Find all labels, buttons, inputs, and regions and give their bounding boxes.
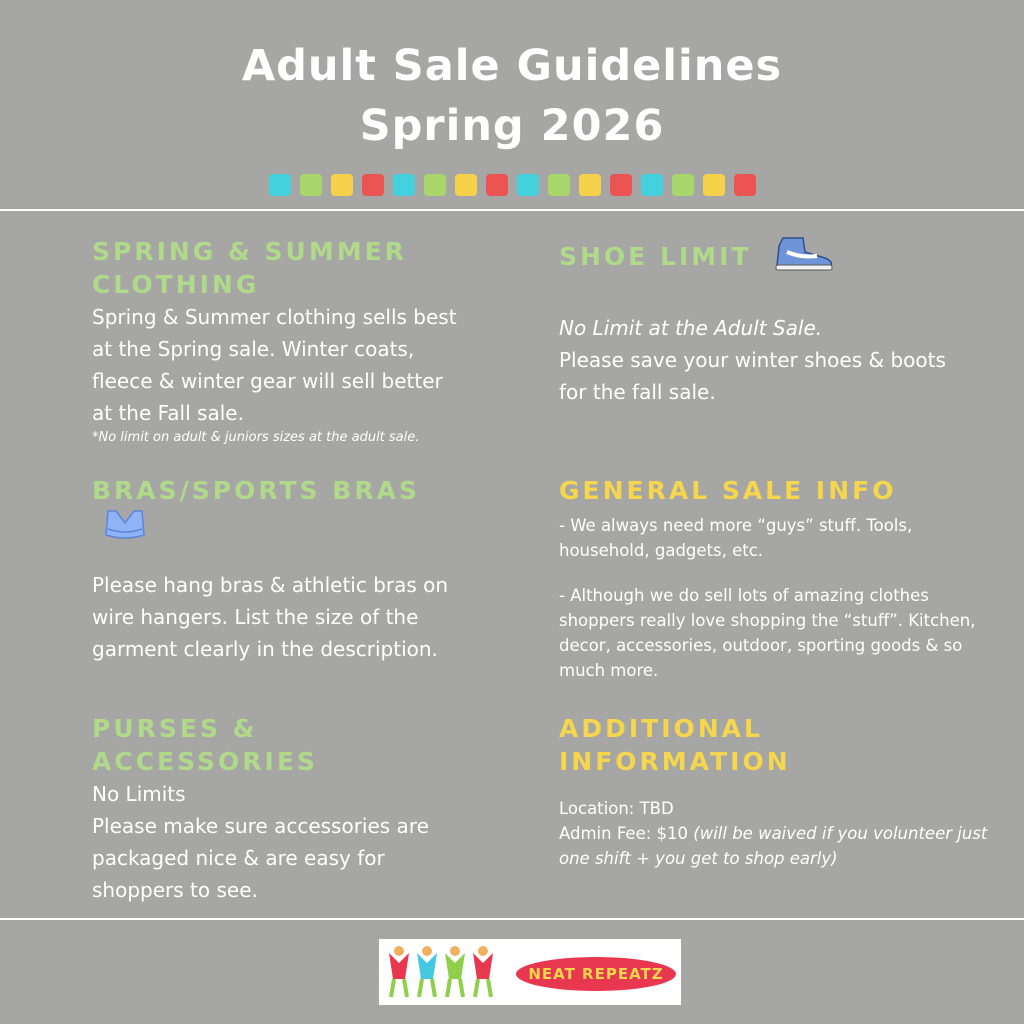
bras-heading-text: BRAS/SPORTS BRAS <box>92 476 420 505</box>
decorative-dot <box>548 174 570 196</box>
section-bras <box>92 474 472 665</box>
sneaker-icon <box>773 236 835 280</box>
decorative-dot <box>579 174 601 196</box>
decorative-dot <box>610 174 632 196</box>
bottom-divider <box>0 918 1024 920</box>
general-item-2: - Although we do sell lots of amazing clothes shoppers really love shopping the “stuff”. Kitchen, decor, accessories, outdoor, sporting goods & so much more. <box>559 586 976 680</box>
section-general <box>559 474 979 683</box>
title-line-1: Adult Sale Guidelines <box>241 41 783 91</box>
decorative-dot <box>300 174 322 196</box>
purses-body: Please make sure accessories are packaged nice & are easy for shoppers to see. <box>92 814 429 902</box>
section-shoes <box>559 236 959 408</box>
shoes-heading <box>559 236 959 280</box>
bras-body: Please hang bras & athletic bras on wire hangers. List the size of the garment clearly in the description. <box>92 573 449 661</box>
decorative-dot <box>672 174 694 196</box>
decorative-dot <box>734 174 756 196</box>
section-additional <box>559 712 989 871</box>
kid-figure <box>389 946 409 997</box>
clothing-body: Spring & Summer clothing sells best at the Spring sale. Winter coats, fleece & winter gear will sell better at the Fall sale. <box>92 305 457 425</box>
admin-fee: Admin Fee: $10 <box>559 824 689 843</box>
decorative-dot <box>703 174 725 196</box>
decorative-dot <box>331 174 353 196</box>
location-line: Location: TBD <box>559 799 674 818</box>
section-purses <box>92 712 462 906</box>
kids-figures-icon <box>387 939 517 1005</box>
purses-line-1: No Limits <box>92 782 186 806</box>
decorative-dot <box>455 174 477 196</box>
admin-fee-note: (will be waived if you volunteer just one shift + you get to shop early) <box>559 824 988 868</box>
shoes-italic-line: No Limit at the Adult Sale. <box>559 316 823 340</box>
bras-heading <box>92 474 472 549</box>
clothing-note: *No limit on adult & juniors sizes at the adult sale. <box>92 430 420 445</box>
decorative-dot-row <box>0 174 1024 196</box>
kid-figure <box>473 946 493 997</box>
purses-heading <box>92 712 462 778</box>
top-divider <box>0 209 1024 211</box>
page-title <box>0 36 1024 156</box>
section-clothing <box>92 235 462 447</box>
title-line-2: Spring 2026 <box>359 101 665 151</box>
shoes-body: Please save your winter shoes & boots for the fall sale. <box>559 348 946 404</box>
logo-text: NEAT REPEATZ <box>516 957 676 991</box>
neat-repeatz-logo <box>379 939 681 1005</box>
additional-heading-line-1: ADDITIONAL <box>559 714 763 743</box>
clothing-heading <box>92 235 462 301</box>
decorative-dot <box>424 174 446 196</box>
shoes-heading-text: SHOE LIMIT <box>559 242 752 271</box>
sports-bra-icon <box>102 507 148 549</box>
decorative-dot <box>362 174 384 196</box>
general-heading: GENERAL SALE INFO <box>559 476 897 505</box>
decorative-dot <box>269 174 291 196</box>
kid-figure <box>445 946 465 997</box>
clothing-heading-line-1: SPRING & SUMMER <box>92 237 407 266</box>
kid-figure <box>417 946 437 997</box>
clothing-heading-line-2: CLOTHING <box>92 270 260 299</box>
purses-heading-line-1: PURSES & <box>92 714 258 743</box>
admin-fee-line <box>559 821 989 871</box>
decorative-dot <box>486 174 508 196</box>
decorative-dot <box>517 174 539 196</box>
decorative-dot <box>393 174 415 196</box>
decorative-dot <box>641 174 663 196</box>
additional-heading <box>559 712 989 778</box>
general-item-1: - We always need more “guys” stuff. Tools, household, gadgets, etc. <box>559 516 913 560</box>
additional-heading-line-2: INFORMATION <box>559 747 791 776</box>
purses-heading-line-2: ACCESSORIES <box>92 747 318 776</box>
